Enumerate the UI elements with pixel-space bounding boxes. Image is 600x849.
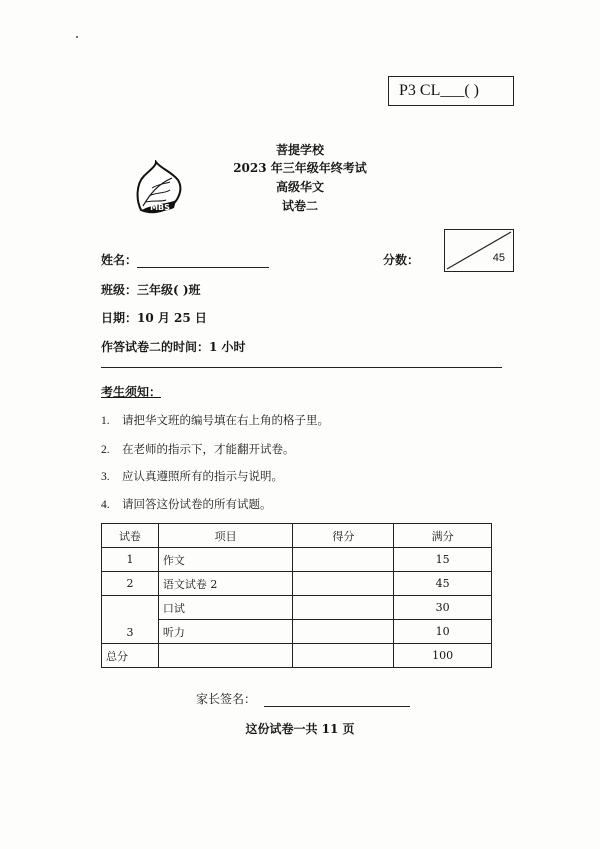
table-row: 1 作文 15	[102, 548, 492, 572]
note-item: 2. 在老师的指示下，才能翻开试卷。	[101, 442, 295, 456]
note-item: 4. 请回答这份试卷的所有试题。	[101, 497, 272, 511]
score-cell[interactable]	[293, 548, 394, 572]
score-total: 45	[492, 252, 505, 264]
date-label: 日期：10 月 25 日	[101, 311, 207, 325]
table-row: 2 语文试卷 2 45	[102, 572, 492, 596]
score-cell[interactable]	[293, 620, 394, 644]
subject-title: 高级华文	[275, 180, 324, 194]
table-header-row	[102, 524, 492, 548]
time-label: 作答试卷二的时间：1 小时	[101, 340, 246, 354]
class-code-box[interactable]: P3 CL___( )	[388, 76, 514, 106]
parent-signature-blank[interactable]	[264, 706, 410, 707]
table-row: 3 口试 30	[102, 596, 492, 620]
bodhi-leaf-logo-icon	[134, 160, 184, 214]
parent-signature-label: 家长签名：	[196, 692, 257, 706]
note-item: 3. 应认真遵照所有的指示与说明。	[101, 469, 283, 483]
school-name: 菩提学校	[275, 143, 324, 157]
name-field[interactable]	[101, 251, 269, 268]
score-label: 分数：	[383, 253, 420, 267]
header-paper: 试卷	[102, 524, 159, 548]
paper-title: 试卷二	[281, 199, 318, 213]
logo-text: MBS	[150, 203, 170, 212]
scan-speck	[76, 36, 78, 38]
header-full: 满分	[394, 524, 492, 548]
notes-title: 考生须知：	[101, 385, 162, 399]
score-table	[101, 523, 492, 668]
score-box[interactable]	[444, 229, 514, 272]
header-item: 项目	[158, 524, 293, 548]
note-item: 1. 请把华文班的编号填在右上角的格子里。	[101, 413, 329, 427]
header-score: 得分	[293, 524, 394, 548]
table-row: 听力 10	[102, 620, 492, 644]
exam-title: 2023 年三年级年终考试	[233, 161, 367, 175]
page-count-note: 这份试卷一共 11 页	[245, 722, 355, 736]
class-label: 班级：三年级( )班	[101, 283, 201, 297]
name-label: 姓名：	[101, 253, 138, 267]
name-blank[interactable]	[137, 267, 269, 268]
parent-signature-field[interactable]	[196, 690, 410, 707]
score-cell[interactable]	[293, 572, 394, 596]
total-score-cell[interactable]	[293, 644, 394, 668]
score-diagonal-line	[445, 230, 513, 271]
score-cell[interactable]	[293, 596, 394, 620]
divider	[101, 367, 502, 368]
table-total-row: 总分 100	[102, 644, 492, 668]
